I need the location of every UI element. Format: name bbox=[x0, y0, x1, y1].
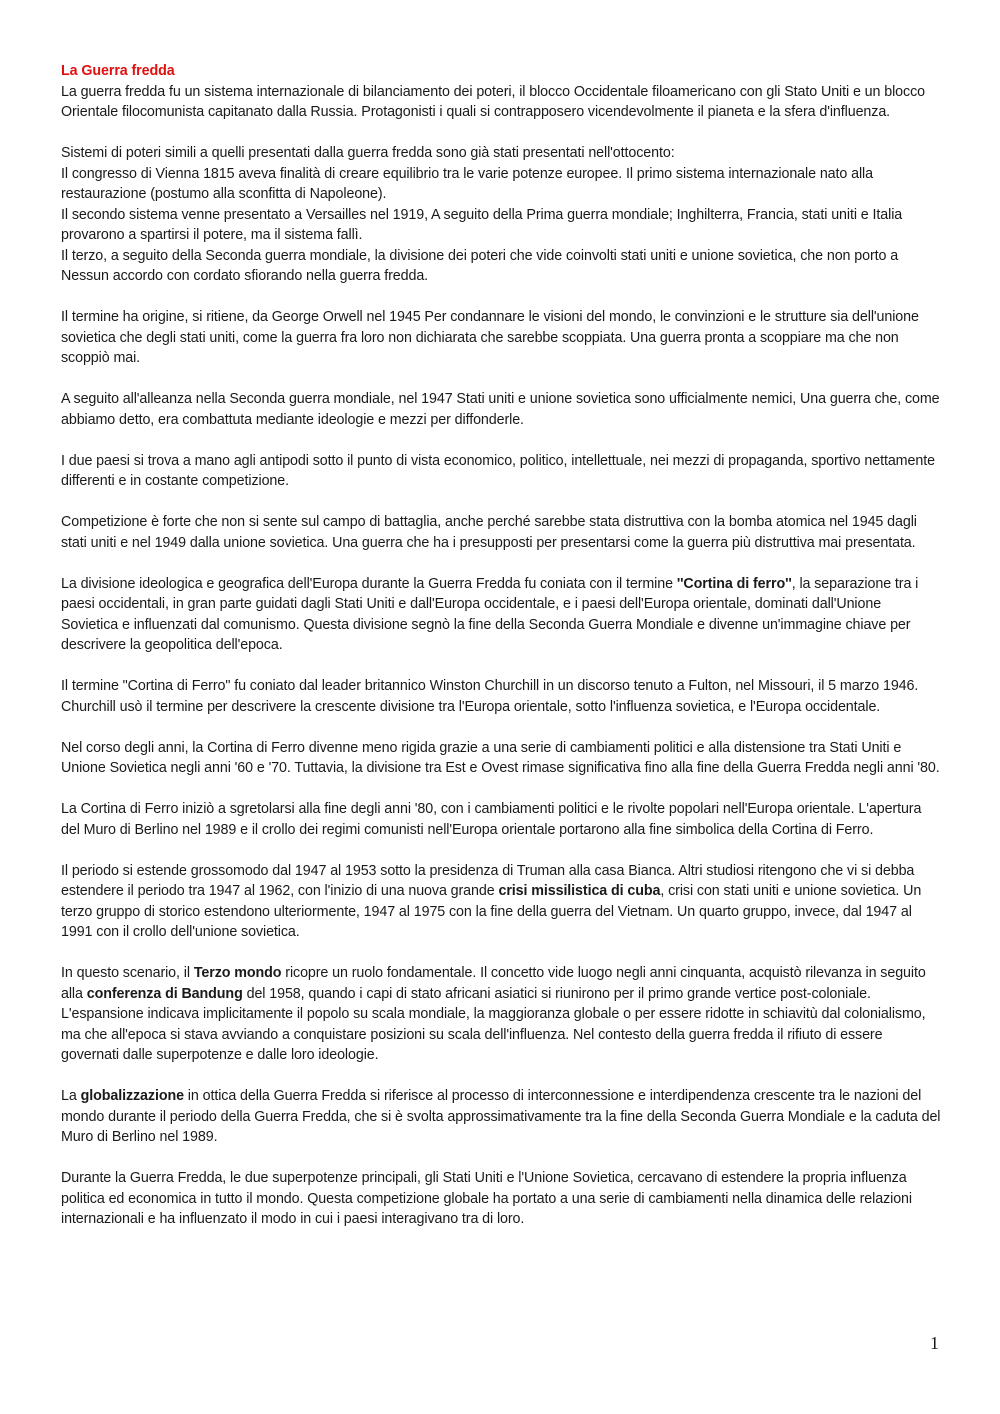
paragraph-detente: Nel corso degli anni, la Cortina di Ferro divenne meno rigida grazie a una serie di cambiamenti politici e alla distensione tra Stati Uniti e Unione Sovietica negli anni '60 e '70. Tuttavia, la divisione tra Est e Ovest rimase significativa fino alla fine della Guerra Fredda negli anni '80. bbox=[61, 739, 940, 776]
paragraph-superpowers: Durante la Guerra Fredda, le due superpotenze principali, gli Stati Uniti e l'Unione Sovietica, cercavano di estendere la propria influenza politica ed economica in tutto il mondo. Questa competizione globale ha portato a una serie di cambiamenti nella dinamica delle relazioni internazionali e ha influenzato il modo in cui i paesi interagivano tra di loro. bbox=[61, 1170, 912, 1227]
paragraph-text: La bbox=[61, 1088, 81, 1104]
paragraph-enemies: A seguito all'alleanza nella Seconda guerra mondiale, nel 1947 Stati uniti e unione sovietica sono ufficialmente nemici, Una guerra che, come abbiamo detto, era combattuta mediante ideologie e mezzi per diffonderle. bbox=[61, 391, 940, 428]
paragraph-third-world bbox=[61, 963, 941, 1066]
bold-term: globalizzazione bbox=[80, 1088, 184, 1104]
paragraph-text: del 1958, quando i capi di stato africani asiatici si riunirono per il primo grande vertice post-coloniale. L'espansione indicava implicitamente il popolo su scala mondiale, la maggioranza globale o per essere ridotte in schiavitù dal colonialismo, ma che all'epoca si stava avviando a conquistare posizioni su scala dell'influenza. Nel contesto della guerra fredda il rifiuto di essere governati dalle superpotenze e dalle loro ideologie. bbox=[61, 985, 926, 1063]
bold-term: conferenza di Bandung bbox=[86, 985, 243, 1002]
paragraph-line: Sistemi di poteri simili a quelli presentati dalla guerra fredda sono già stati presentati nell'ottocento: bbox=[61, 145, 675, 161]
paragraph-competition: Competizione è forte che non si sente sul campo di battaglia, anche perché sarebbe stata distruttiva con la bomba atomica nel 1945 dagli stati uniti e nel 1949 dalla unione sovietica. Una guerra che ha i presupposti per presentarsi come la guerra più distruttiva mai presentata. bbox=[61, 514, 917, 551]
paragraph-fall: La Cortina di Ferro iniziò a sgretolarsi alla fine degli anni '80, con i cambiamenti politici e le rivolte popolari nell'Europa orientale. L'apertura del Muro di Berlino nel 1989 e il crollo dei regimi comunisti nell'Europa orientale portarono alla fine simbolica della Cortina di Ferro. bbox=[61, 801, 922, 838]
paragraph-line: Il congresso di Vienna 1815 aveva finalità di creare equilibrio tra le varie potenze europee. Il primo sistema internazionale nato alla restaurazione (postumo alla sconfitta di Napoleone). bbox=[61, 165, 873, 202]
bold-term: crisi missilistica di cuba bbox=[498, 883, 661, 899]
paragraph-antipodes: I due paesi si trova a mano agli antipodi sotto il punto di vista economico, politico, intellettuale, nei mezzi di propaganda, sportivo nettamente differenti e in costante competizione. bbox=[61, 452, 935, 489]
page-number: 1 bbox=[930, 1333, 939, 1353]
paragraph-intro: La guerra fredda fu un sistema internazionale di bilanciamento dei poteri, il blocco Occidentale filoamericano con gli Stato Uniti e un blocco Orientale filocomunista capitanato dalla Russia. Protagonisti i quali si contrapposero vicendevolmente il pianeta e la sfera d'influenza. bbox=[61, 83, 925, 120]
paragraph-churchill: Il termine "Cortina di Ferro" fu coniato dal leader britannico Winston Churchill in un discorso tenuto a Fulton, nel Missouri, il 5 marzo 1946. Churchill usò il termine per descrivere la crescente divisione tra l'Europa orientale, sotto l'influenza sovietica, e l'Europa occidentale. bbox=[61, 678, 919, 715]
paragraph-line: Il secondo sistema venne presentato a Versailles nel 1919, A seguito della Prima guerra mondiale; Inghilterra, Francia, stati uniti e Italia provarono a spartirsi il potere, ma il sistema fallì. bbox=[61, 206, 903, 243]
paragraph-line: Il terzo, a seguito della Seconda guerra mondiale, la divisione dei poteri che vide coinvolti stati uniti e unione sovietica, che non porto a Nessun accordo con cordato sfiorando nella guerra fredda. bbox=[61, 247, 899, 284]
paragraph-globalization bbox=[61, 1086, 941, 1148]
paragraph-text: in ottica della Guerra Fredda si riferisce al processo di interconnessione e interdipendenza crescente tra le nazioni del mondo durante il periodo della Guerra Fredda, che si è svolta approssimativamente tra la fine della Seconda Guerra Mondiale e la caduta del Muro di Berlino nel 1989. bbox=[61, 1088, 941, 1145]
paragraph-origin: Il termine ha origine, si ritiene, da George Orwell nel 1945 Per condannare le visioni del mondo, le convinzioni e le strutture sia dell'unione sovietica che degli stati uniti, come la guerra fra loro non dichiarata che sarebbe scoppiata. Una guerra pronta a scoppiare ma che non scoppiò mai. bbox=[61, 309, 919, 366]
paragraph-iron-curtain bbox=[61, 574, 941, 656]
paragraph-text: In questo scenario, il bbox=[61, 965, 194, 981]
paragraph-text: , la separazione tra i paesi occidentali, in gran parte guidati dagli Stati Uniti e dall'Europa occidentale, e i paesi dell'Europa orientale, dominati dall'Unione Sovietica e influenzati dal comunismo. Questa divisione segnò la fine della Seconda Guerra Mondiale e divenne un'immagine chiave per descrivere la geopolitica dell'epoca. bbox=[61, 575, 919, 653]
bold-term: ''Cortina di ferro'' bbox=[676, 575, 792, 592]
paragraph-text: ricopre un ruolo fondamentale. Il concetto vide luogo negli anni cinquanta, acquistò rilevanza in seguito alla bbox=[61, 965, 926, 1002]
paragraph-text: , crisi con stati uniti e unione sovietica. Un terzo gruppo di storico estendono ulteriormente, 1947 al 1975 con la fine della guerra del Vietnam. Un quarto gruppo, invece, dal 1947 al 1991 con il crollo dell'unione sovietica. bbox=[61, 883, 922, 940]
bold-term: Terzo mondo bbox=[193, 965, 282, 981]
paragraph-text: La divisione ideologica e geografica dell'Europa durante la Guerra Fredda fu coniata con il termine bbox=[61, 575, 677, 592]
document-body bbox=[61, 61, 941, 1230]
paragraph-periods bbox=[61, 861, 941, 943]
paragraph-systems bbox=[61, 143, 941, 287]
document-title: La Guerra fredda bbox=[61, 63, 175, 79]
paragraph-text: Il periodo si estende grossomodo dal 1947 al 1953 sotto la presidenza di Truman alla casa Bianca. Altri studiosi ritengono che vi si debba estendere il periodo tra 1947 al 1962, con l'inizio di una nuova grande bbox=[61, 862, 915, 899]
